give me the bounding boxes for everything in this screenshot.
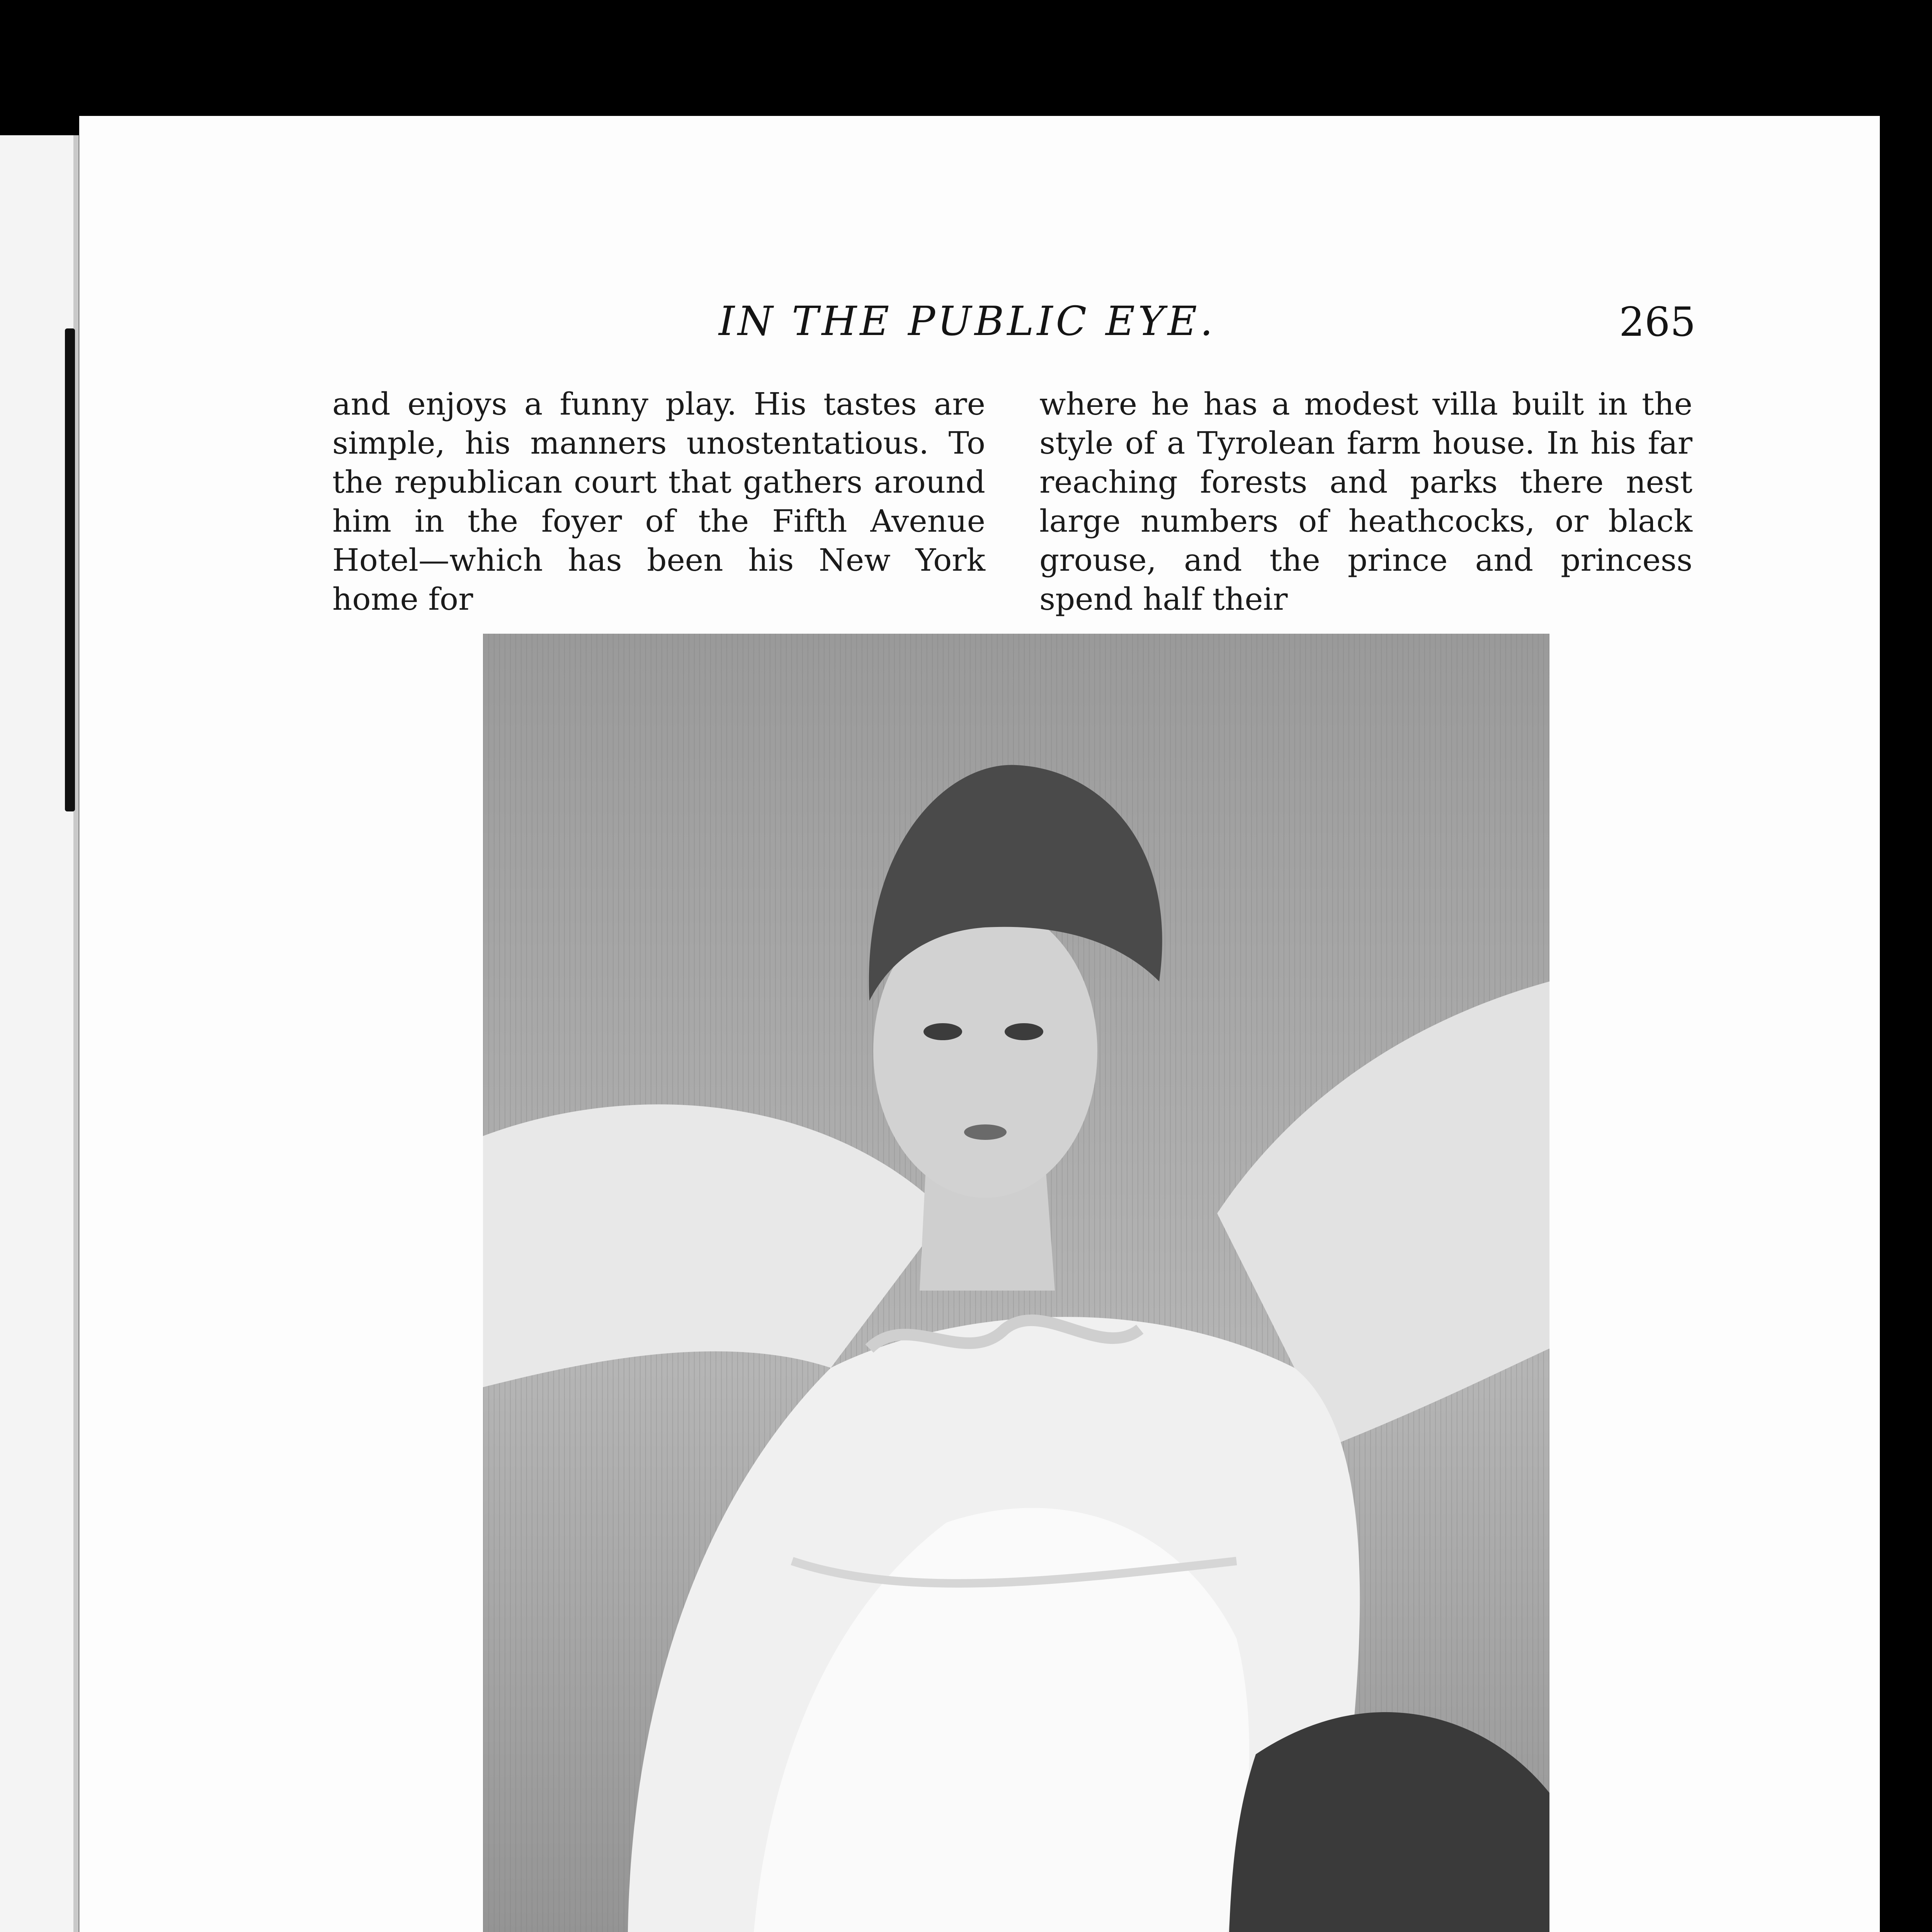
- page-number: 265: [1619, 298, 1696, 345]
- portrait-photograph: [483, 634, 1549, 1932]
- running-head: IN THE PUBLIC EYE.: [719, 298, 1216, 345]
- binding-mark: [65, 328, 75, 811]
- column-top-right: [1039, 384, 1692, 619]
- column-top-left: [332, 384, 985, 619]
- paragraph: and enjoys a funny play. His tastes are simple, his manners unostentatious. To the republican court that gathers around him in the foyer of the Fifth Avenue Hotel—which has been his New York home for: [332, 386, 985, 617]
- portrait-illustration: [483, 634, 1549, 1932]
- paragraph: where he has a modest villa built in the style of a Tyrolean farm house. In his far reaching forests and parks there nest large numbers of heathcocks, or black grouse, and the prince and princess spend half their: [1039, 386, 1692, 617]
